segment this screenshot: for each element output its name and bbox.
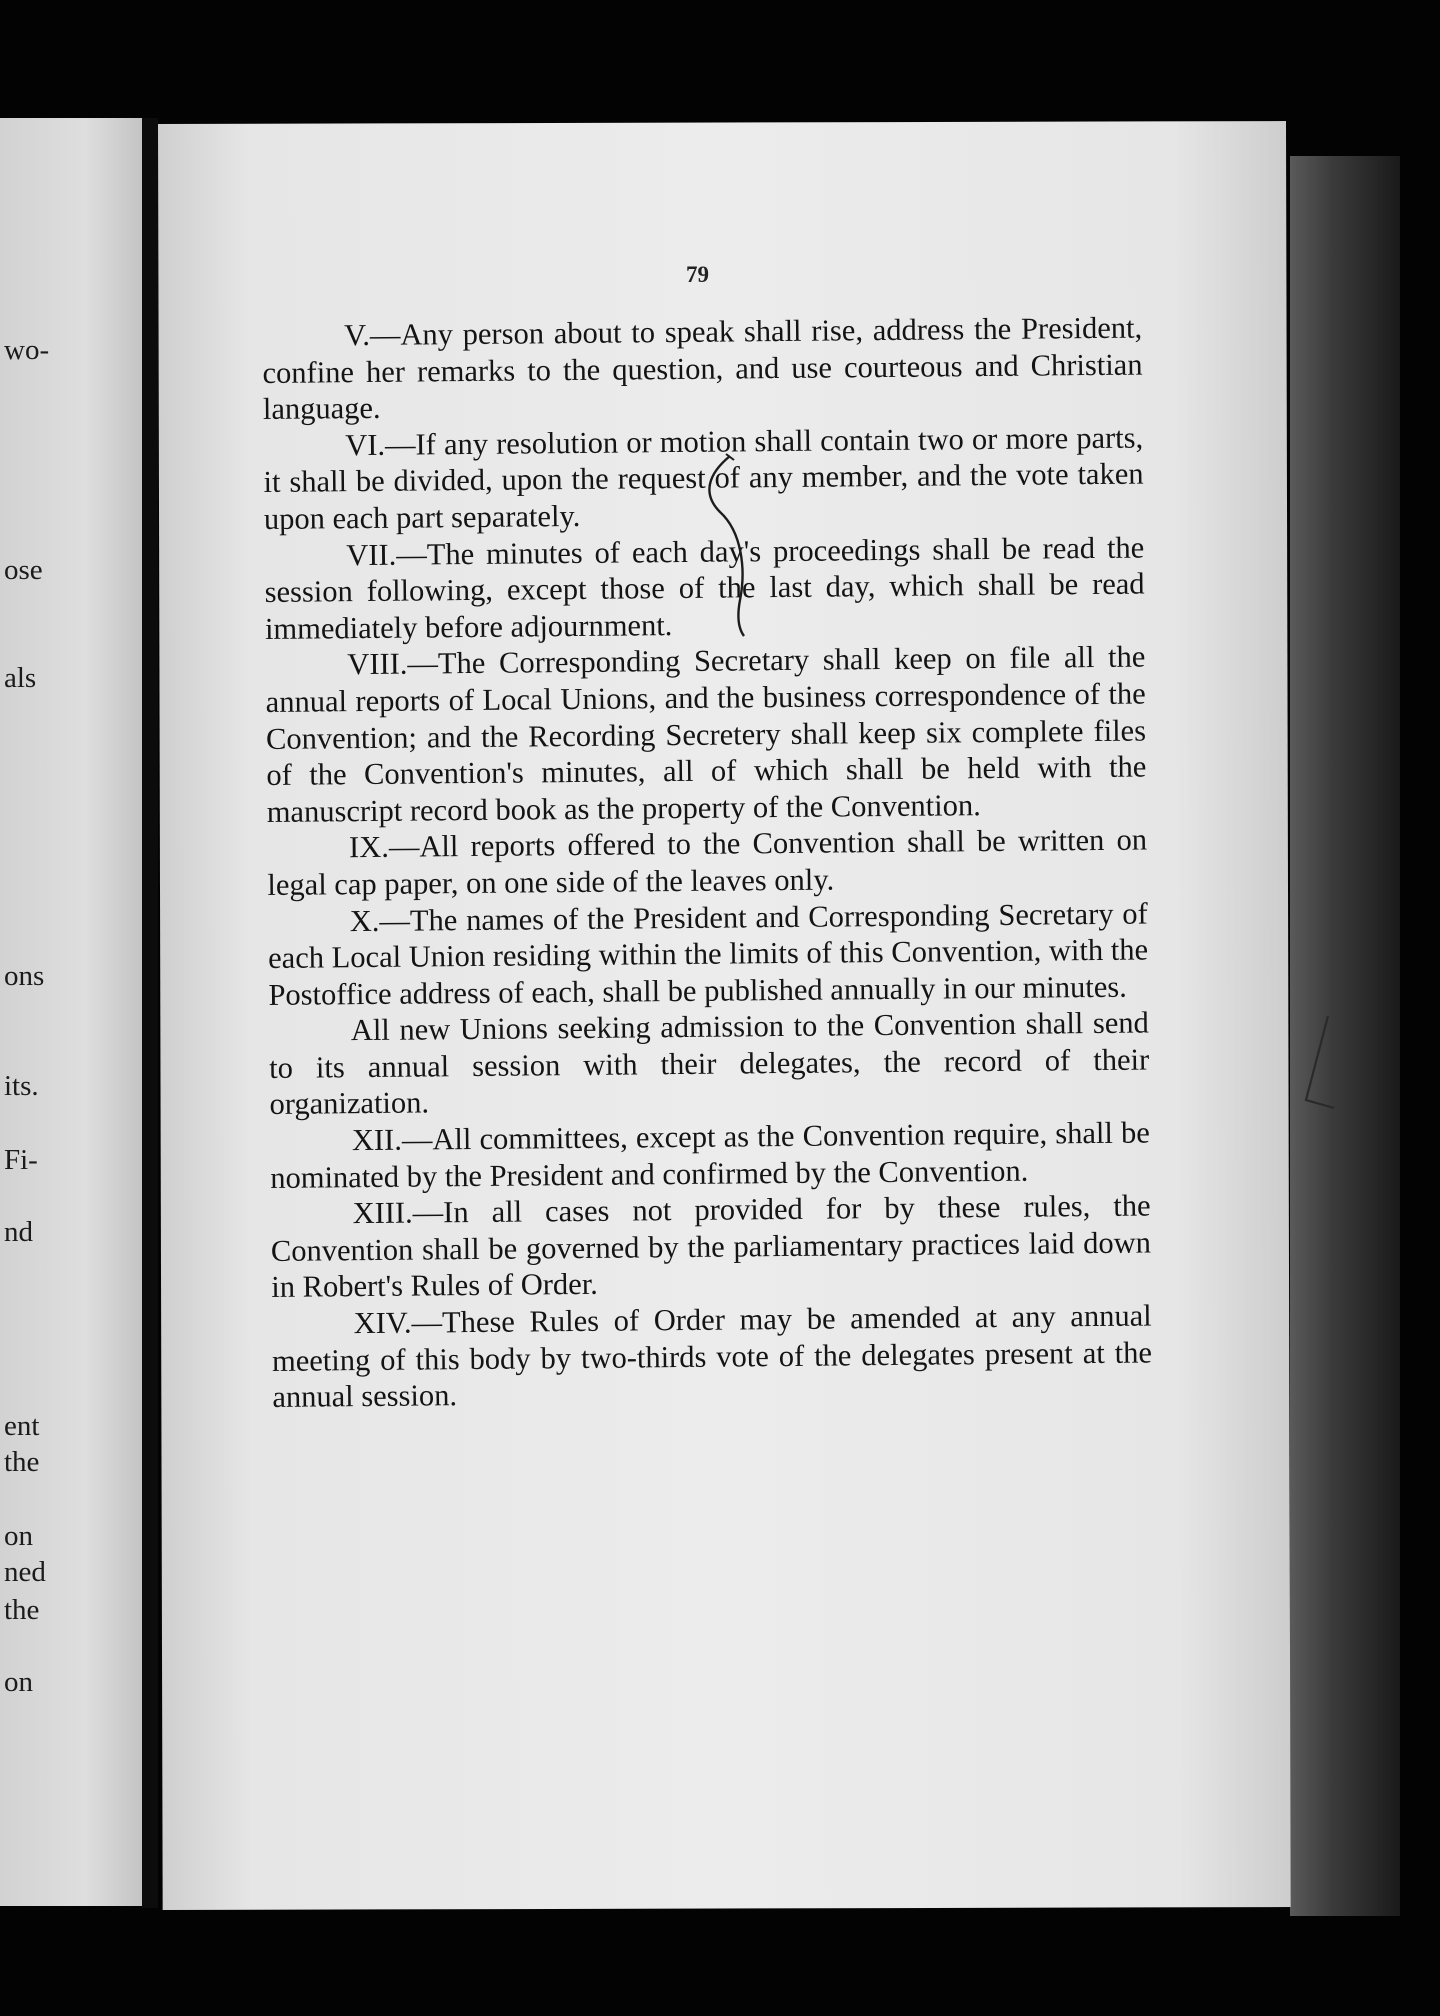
rule-paragraph: X.—The names of the President and Corresponding Secretary of each Local Union residing within the limits of this Convention, with the Postoffice address of each, shall be published annually in our minutes. bbox=[267, 896, 1149, 1012]
left-page-fragment: on bbox=[4, 1520, 33, 1552]
left-page-fragment: ned bbox=[4, 1556, 46, 1588]
rule-paragraph: All new Unions seeking admission to the Convention shall send to its annual session with their delegates, the record of their organization. bbox=[269, 1005, 1150, 1122]
rule-paragraph: IX.—All reports offered to the Convention shall be written on legal cap paper, on one side of the leaves only. bbox=[267, 822, 1148, 902]
left-page-fragment: nd bbox=[4, 1216, 33, 1248]
left-page-fragment: the bbox=[4, 1446, 40, 1478]
left-page-fragment: ose bbox=[4, 554, 43, 586]
rule-paragraph: VII.—The minutes of each day's proceedings shall be read the session following, except those of the last day, which shall be read immediately before adjournment. bbox=[264, 530, 1145, 646]
rule-paragraph: V.—Any person about to speak shall rise, address the President, confine her remarks to the question, and use courteous and Christian language. bbox=[262, 310, 1143, 427]
left-page bbox=[0, 118, 142, 1906]
left-page-fragment: ons bbox=[4, 960, 45, 992]
left-page-fragment: on bbox=[4, 1666, 33, 1698]
left-page-fragment: wo- bbox=[4, 334, 50, 366]
left-page-fragment: ent bbox=[4, 1410, 40, 1442]
rule-paragraph: XIII.—In all cases not provided for by these rules, the Convention shall be governed by the parliamentary practices laid down in Robert's Rules of Order. bbox=[270, 1188, 1152, 1305]
rule-paragraph: XIV.—These Rules of Order may be amended at any annual meeting of this body by two-thirds vote of the delegates present at the annual session. bbox=[271, 1298, 1153, 1415]
rule-paragraph: VIII.—The Corresponding Secretary shall keep on file all the annual reports of Local Unions, and the business correspondence of the Convention; and the Recording Secretery shall keep six complete files of the Convention's minutes, all of which shall be held with the manuscript record book as the property of the Convention. bbox=[265, 639, 1147, 829]
left-page-fragment: Fi- bbox=[4, 1144, 38, 1176]
left-page-fragment: its. bbox=[4, 1070, 39, 1102]
left-page-fragment: the bbox=[4, 1594, 40, 1626]
left-page-fragment: als bbox=[4, 662, 37, 694]
rule-paragraph: VI.—If any resolution or motion shall contain two or more parts, it shall be divided, upon the request of any member, and the vote taken upon each part separately. bbox=[263, 420, 1144, 536]
rule-paragraph: XII.—All committees, except as the Convention require, shall be nominated by the President and confirmed by the Convention. bbox=[270, 1115, 1151, 1195]
book-gutter bbox=[142, 118, 158, 1908]
page-number: 79 bbox=[686, 262, 709, 287]
margin-pen-tick bbox=[1290, 1010, 1340, 1120]
handwritten-pen-mark bbox=[700, 450, 760, 640]
